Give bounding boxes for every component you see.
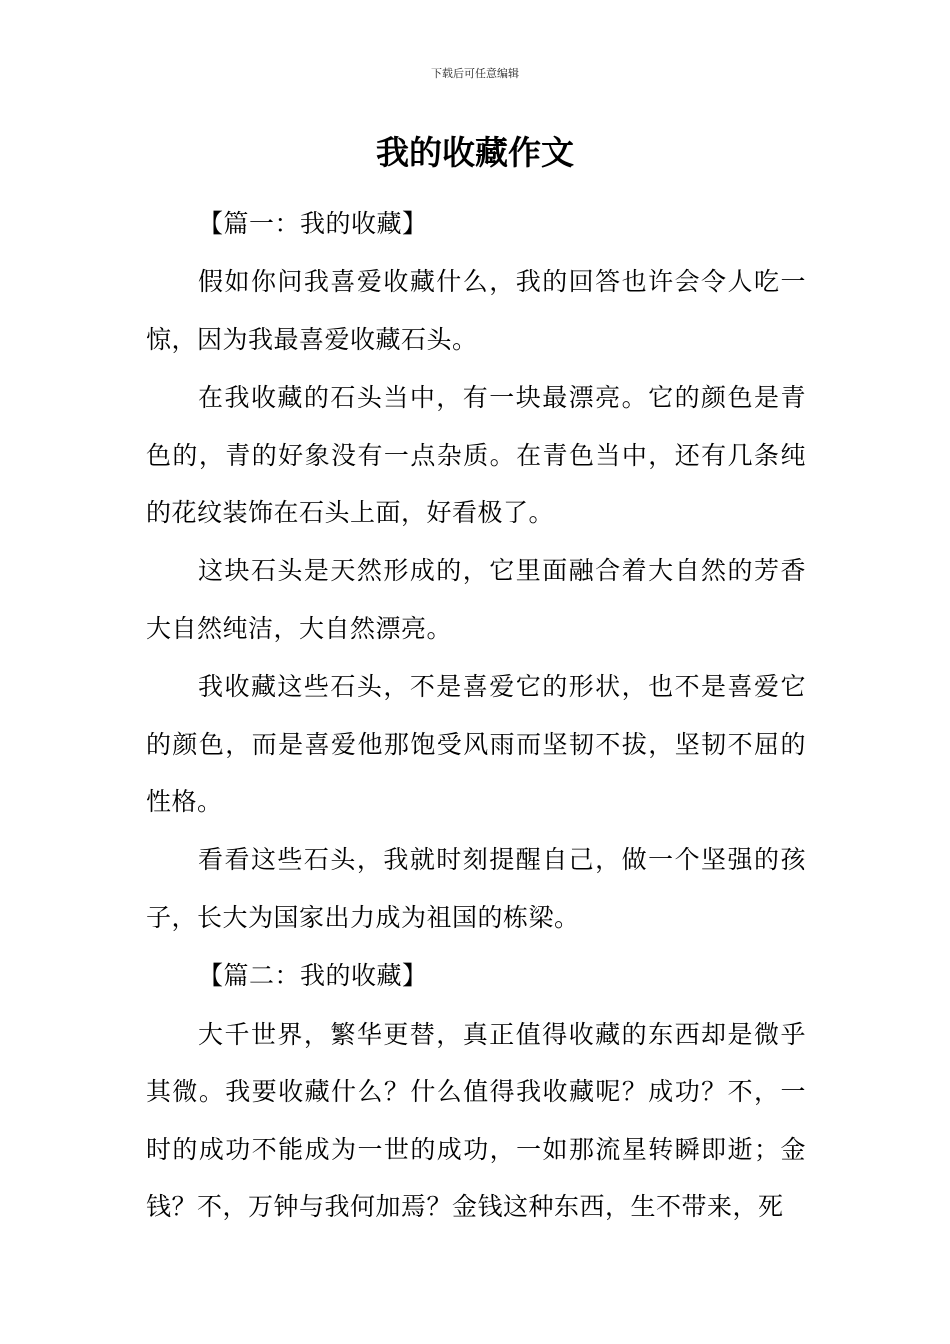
section-heading-2: 【篇二：我的收藏】	[198, 961, 428, 991]
document-body	[146, 195, 806, 1236]
paragraph: 假如你问我喜爱收藏什么，我的回答也许会令人吃一惊，因为我最喜爱收藏石头。	[146, 267, 806, 354]
paragraph: 大千世界，繁华更替，真正值得收藏的东西却是微乎其微。我要收藏什么？什么值得我收藏呢？成功？不，一时的成功不能成为一世的成功，一如那流星转瞬即逝；金钱？不，万钟与我何加焉？金钱这种东西，生不带来，死	[146, 1019, 806, 1221]
header-note: 下载后可任意编辑	[431, 67, 519, 80]
paragraph: 看看这些石头，我就时刻提醒自己，做一个坚强的孩子，长大为国家出力成为祖国的栋梁。	[146, 845, 806, 932]
document-title: 我的收藏作文	[376, 133, 574, 172]
section-heading-1: 【篇一：我的收藏】	[198, 209, 428, 238]
paragraph: 这块石头是天然形成的，它里面融合着大自然的芳香大自然纯洁，大自然漂亮。	[146, 556, 806, 643]
paragraph: 在我收藏的石头当中，有一块最漂亮。它的颜色是青色的，青的好象没有一点杂质。在青色当中，还有几条纯的花纹装饰在石头上面，好看极了。	[146, 383, 806, 528]
paragraph: 我收藏这些石头，不是喜爱它的形状，也不是喜爱它的颜色，而是喜爱他那饱受风雨而坚韧不拔，坚韧不屈的性格。	[146, 672, 806, 817]
